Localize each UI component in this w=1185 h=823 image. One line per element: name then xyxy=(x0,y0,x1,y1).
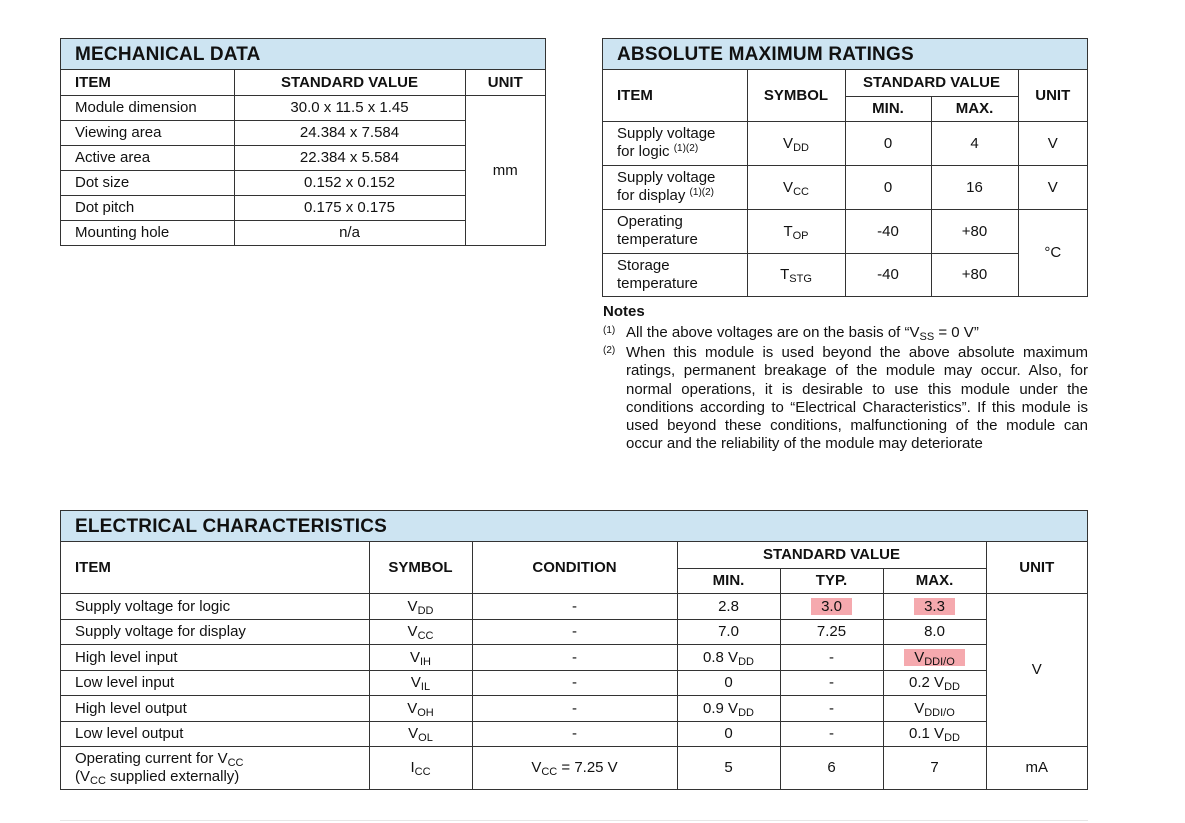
elec-item: High level input xyxy=(61,644,369,670)
mechanical-data-table xyxy=(61,70,545,245)
elec-typ: - xyxy=(780,644,883,670)
table-row xyxy=(61,695,1087,721)
elec-typ: 7.25 xyxy=(780,619,883,644)
mech-value: 30.0 x 11.5 x 1.45 xyxy=(234,95,465,120)
table-row xyxy=(61,619,1087,644)
table-row xyxy=(61,670,1087,695)
elec-header-standard: STANDARD VALUE xyxy=(677,542,986,568)
elec-header-max: MAX. xyxy=(883,568,986,593)
mechanical-data-panel xyxy=(60,38,546,246)
elec-header-item: ITEM xyxy=(61,542,369,593)
abs-header-item: ITEM xyxy=(603,70,747,121)
elec-min: 7.0 xyxy=(677,619,780,644)
elec-unit-v: V xyxy=(986,593,1087,746)
abs-item: Storage temperature xyxy=(603,253,747,296)
mech-value: 0.152 x 0.152 xyxy=(234,170,465,195)
abs-symbol: $V_{DD}$ xyxy=(747,121,845,165)
elec-max: 0.1 $V_{DD}$ xyxy=(883,721,986,746)
mech-item: Mounting hole xyxy=(61,220,234,245)
elec-max xyxy=(883,644,986,670)
elec-unit-ma: mA xyxy=(986,746,1087,789)
abs-header-symbol: SYMBOL xyxy=(747,70,845,121)
abs-max: +80 xyxy=(931,253,1018,296)
mech-unit: mm xyxy=(465,95,545,245)
abs-symbol: $V_{CC}$ xyxy=(747,165,845,209)
elec-max: 7 xyxy=(883,746,986,789)
abs-item: Supply voltage for display $^{(1)(2)}$ xyxy=(603,165,747,209)
abs-max: +80 xyxy=(931,209,1018,253)
absolute-max-title: ABSOLUTE MAXIMUM RATINGS xyxy=(603,39,1087,70)
mech-item: Viewing area xyxy=(61,120,234,145)
abs-temp-unit: °C xyxy=(1018,209,1087,296)
abs-max: 16 xyxy=(931,165,1018,209)
elec-min: 0 xyxy=(677,670,780,695)
elec-max xyxy=(883,593,986,619)
note-1-text: All the above voltages are on the basis of “$V_{SS} = 0$ V” xyxy=(626,324,979,343)
table-row xyxy=(603,209,1087,253)
table-row xyxy=(61,746,1087,789)
mech-value: 0.175 x 0.175 xyxy=(234,195,465,220)
elec-item: Operating current for $V_{CC}$ ($V_{CC}$ supplied externally) xyxy=(61,746,369,789)
elec-min: 0.9 $V_{DD}$ xyxy=(677,695,780,721)
table-row xyxy=(603,253,1087,296)
elec-symbol: $V_{OH}$ xyxy=(369,695,472,721)
bottom-divider xyxy=(60,820,1088,821)
elec-condition: $V_{CC} = 7.25$ V xyxy=(472,746,677,789)
electrical-table xyxy=(61,542,1087,789)
electrical-title: ELECTRICAL CHARACTERISTICS xyxy=(61,511,1087,542)
elec-typ: - xyxy=(780,670,883,695)
absolute-max-panel xyxy=(602,38,1088,297)
elec-symbol: $V_{DD}$ xyxy=(369,593,472,619)
absolute-max-table xyxy=(603,70,1087,296)
elec-max: 8.0 xyxy=(883,619,986,644)
elec-typ xyxy=(780,593,883,619)
elec-item: High level output xyxy=(61,695,369,721)
abs-min: 0 xyxy=(845,165,931,209)
abs-unit: V xyxy=(1018,165,1087,209)
highlight-max: 3.3 xyxy=(914,598,955,615)
mech-item: Dot pitch xyxy=(61,195,234,220)
elec-item: Low level output xyxy=(61,721,369,746)
elec-item: Supply voltage for logic xyxy=(61,593,369,619)
mech-header-item: ITEM xyxy=(61,70,234,95)
elec-item: Low level input xyxy=(61,670,369,695)
abs-unit: V xyxy=(1018,121,1087,165)
elec-condition: - xyxy=(472,695,677,721)
elec-header-min: MIN. xyxy=(677,568,780,593)
note-2 xyxy=(603,344,1088,453)
mech-value: n/a xyxy=(234,220,465,245)
mech-item: Dot size xyxy=(61,170,234,195)
elec-min: 0 xyxy=(677,721,780,746)
notes-section xyxy=(603,303,1088,455)
abs-min: -40 xyxy=(845,253,931,296)
elec-symbol: $I_{CC}$ xyxy=(369,746,472,789)
elec-header-symbol: SYMBOL xyxy=(369,542,472,593)
mech-item: Module dimension xyxy=(61,95,234,120)
elec-symbol: $V_{CC}$ xyxy=(369,619,472,644)
mechanical-data-title: MECHANICAL DATA xyxy=(61,39,545,70)
electrical-panel xyxy=(60,510,1088,790)
note-2-text: When this module is used beyond the above absolute maximum ratings, permanent breakage of the module may occur. Also, for normal operations, it is desirable to use this module under the conditions according to “Electrical Characteristics”. If this module is used beyond these conditions, malfunctioning of the module can occur and the reliability of the module may deteriorate xyxy=(626,344,1088,453)
elec-symbol: $V_{IH}$ xyxy=(369,644,472,670)
table-row xyxy=(61,95,545,120)
elec-condition: - xyxy=(472,593,677,619)
elec-header-unit: UNIT xyxy=(986,542,1087,593)
table-row xyxy=(603,121,1087,165)
mech-item: Active area xyxy=(61,145,234,170)
note-1 xyxy=(603,324,1088,342)
elec-typ: - xyxy=(780,721,883,746)
note-1-marker: (1) xyxy=(603,325,616,336)
elec-item: Supply voltage for display xyxy=(61,619,369,644)
table-row xyxy=(61,644,1087,670)
elec-header-typ: TYP. xyxy=(780,568,883,593)
notes-title: Notes xyxy=(603,303,645,320)
table-row xyxy=(61,593,1087,619)
elec-typ: 6 xyxy=(780,746,883,789)
table-row xyxy=(61,721,1087,746)
abs-min: -40 xyxy=(845,209,931,253)
elec-symbol: $V_{OL}$ xyxy=(369,721,472,746)
abs-symbol: $T_{OP}$ xyxy=(747,209,845,253)
elec-condition: - xyxy=(472,721,677,746)
note-2-marker: (2) xyxy=(603,345,616,357)
elec-condition: - xyxy=(472,644,677,670)
mech-header-value: STANDARD VALUE xyxy=(234,70,465,95)
table-row xyxy=(603,165,1087,209)
abs-max: 4 xyxy=(931,121,1018,165)
elec-min: 2.8 xyxy=(677,593,780,619)
elec-condition: - xyxy=(472,670,677,695)
mech-header-unit: UNIT xyxy=(465,70,545,95)
abs-header-min: MIN. xyxy=(845,96,931,121)
elec-min: 5 xyxy=(677,746,780,789)
mech-value: 24.384 x 7.584 xyxy=(234,120,465,145)
abs-item: Supply voltage for logic $^{(1)(2)}$ xyxy=(603,121,747,165)
highlight-max: $V_{DDI/O}$ xyxy=(904,649,965,666)
abs-item: Operating temperature xyxy=(603,209,747,253)
abs-symbol: $T_{STG}$ xyxy=(747,253,845,296)
mech-value: 22.384 x 5.584 xyxy=(234,145,465,170)
elec-symbol: $V_{IL}$ xyxy=(369,670,472,695)
elec-max: 0.2 $V_{DD}$ xyxy=(883,670,986,695)
elec-condition: - xyxy=(472,619,677,644)
abs-header-standard: STANDARD VALUE xyxy=(845,70,1018,96)
abs-min: 0 xyxy=(845,121,931,165)
elec-min: 0.8 $V_{DD}$ xyxy=(677,644,780,670)
elec-max: $V_{DDI/O}$ xyxy=(883,695,986,721)
elec-header-condition: CONDITION xyxy=(472,542,677,593)
elec-typ: - xyxy=(780,695,883,721)
abs-header-max: MAX. xyxy=(931,96,1018,121)
highlight-typ: 3.0 xyxy=(811,598,852,615)
abs-header-unit: UNIT xyxy=(1018,70,1087,121)
